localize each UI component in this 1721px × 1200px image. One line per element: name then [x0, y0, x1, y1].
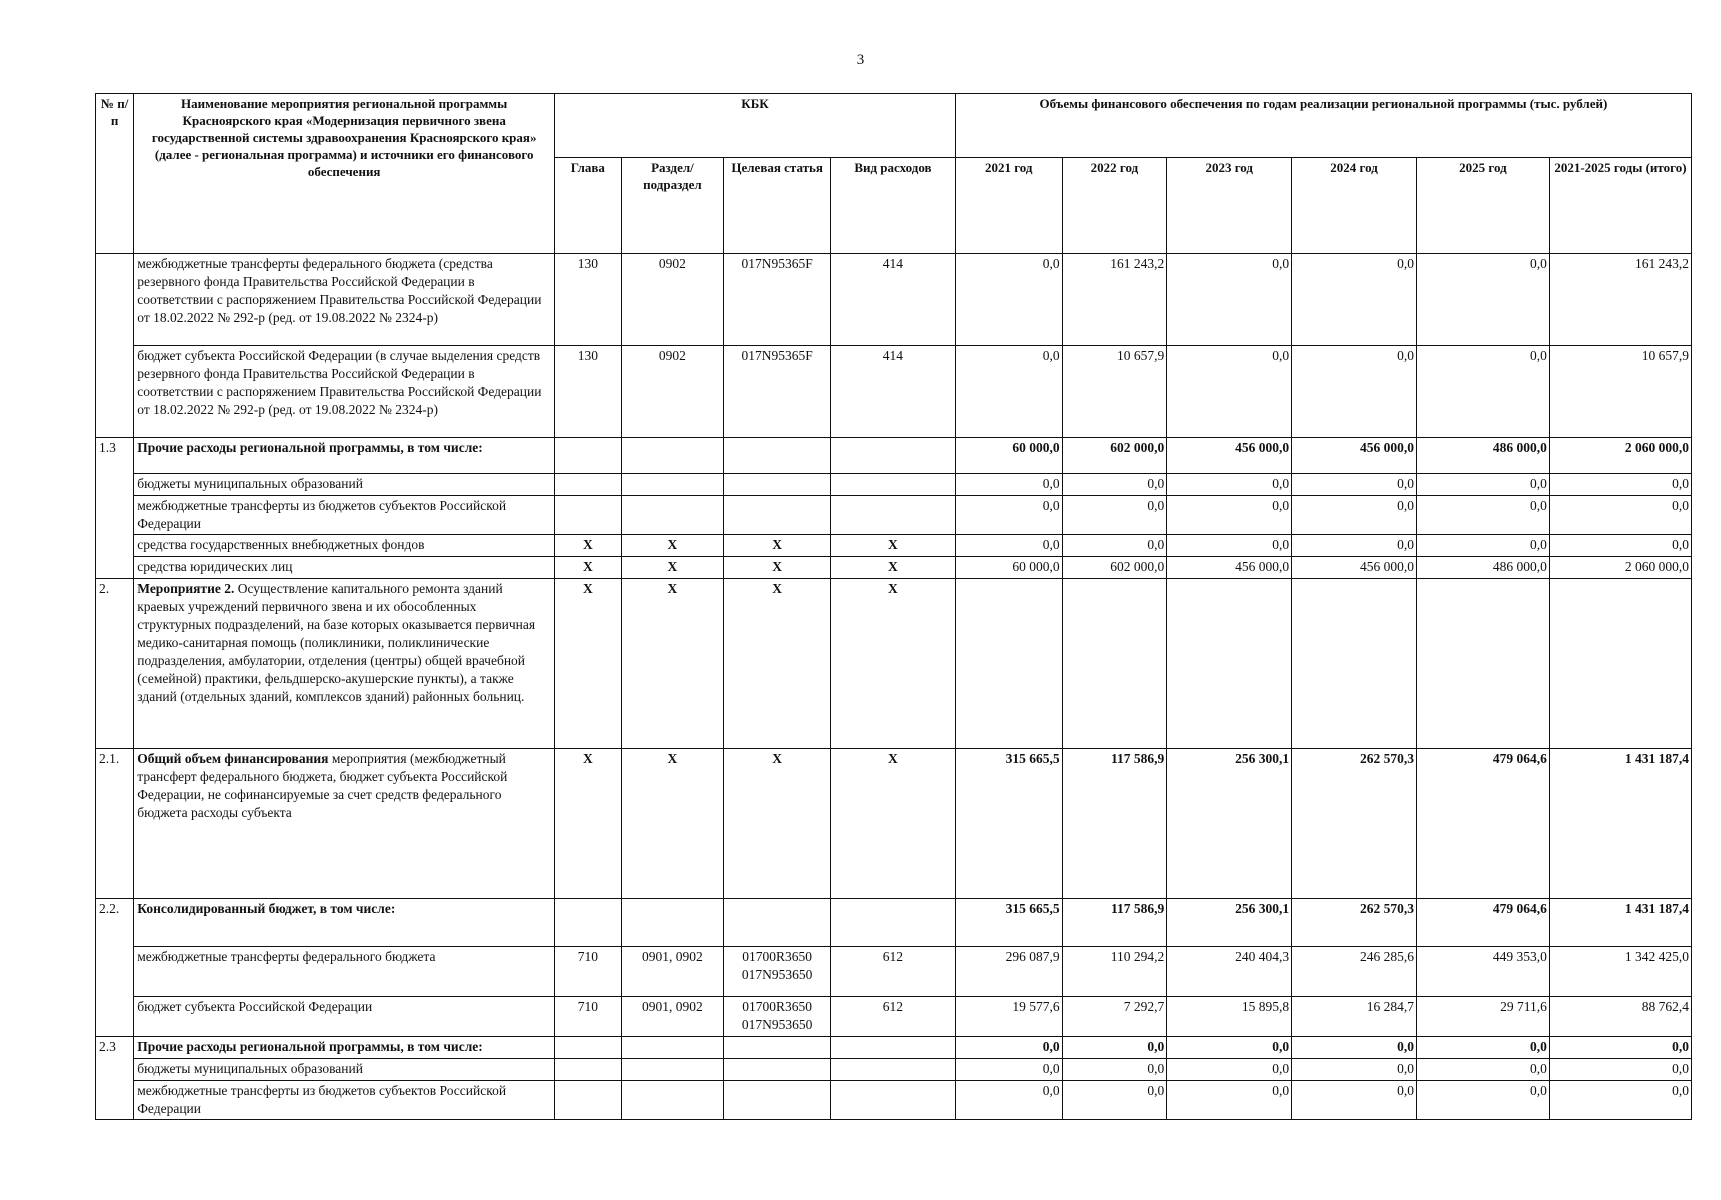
row-vid: X: [831, 535, 956, 557]
table-row: [96, 579, 1692, 749]
row-name: бюджеты муниципальных образований: [134, 474, 555, 496]
row-glava: [555, 899, 621, 947]
row-value-total: 2 060 000,0: [1549, 438, 1691, 474]
row-glava: 130: [555, 254, 621, 346]
table-row: [96, 346, 1692, 438]
row-value-total: 2 060 000,0: [1549, 557, 1691, 579]
row-value-2021: 0,0: [955, 346, 1062, 438]
row-razdel: X: [621, 749, 724, 899]
row-value-2023: [1167, 579, 1292, 749]
row-statya: 01700R3650 017N953650: [724, 997, 831, 1037]
row-value-2021: 0,0: [955, 535, 1062, 557]
row-name: Прочие расходы региональной программы, в том числе:: [134, 438, 555, 474]
row-value-2021: 19 577,6: [955, 997, 1062, 1037]
row-name-text: Осуществление капитального ремонта зданий краевых учреждений первичного звена и их обособленных структурных подразделений, на базе которых оказывается первичная медико-санитарная помощь (поликлиники, поликлинические подразделения, амбулатории, отделения (центры) общей врачебной (семейной) практики, фельдшерско-акушерские пункты), а также зданий (отдельных зданий, комплексов зданий) районных больниц.: [137, 581, 536, 704]
row-value-2025: 0,0: [1416, 474, 1549, 496]
row-vid: [831, 1059, 956, 1081]
row-vid: 414: [831, 254, 956, 346]
row-value-2023: 456 000,0: [1167, 438, 1292, 474]
row-razdel: [621, 496, 724, 535]
row-value-2023: 0,0: [1167, 1037, 1292, 1059]
row-glava: X: [555, 579, 621, 749]
row-value-2021: 315 665,5: [955, 749, 1062, 899]
row-value-2025: 449 353,0: [1416, 947, 1549, 997]
row-value-total: 88 762,4: [1549, 997, 1691, 1037]
row-razdel: X: [621, 557, 724, 579]
row-statya: 01700R3650 017N953650: [724, 947, 831, 997]
row-value-2021: [955, 579, 1062, 749]
header-name: Наименование мероприятия региональной программы Красноярского края «Модернизация первичного звена государственной системы здравоохранения Красноярского края» (далее - региональная программа) и источники его финансового обеспечения: [134, 94, 555, 254]
table-row: [96, 899, 1692, 947]
row-statya: X: [724, 535, 831, 557]
row-glava: X: [555, 749, 621, 899]
row-value-2023: 15 895,8: [1167, 997, 1292, 1037]
row-vid: [831, 1081, 956, 1120]
row-value-2023: 0,0: [1167, 254, 1292, 346]
page-number: 3: [856, 52, 865, 68]
row-razdel: X: [621, 579, 724, 749]
row-no: [96, 346, 134, 438]
row-no: 2.3: [96, 1037, 134, 1059]
table-row: [96, 947, 1692, 997]
row-value-total: 0,0: [1549, 1037, 1691, 1059]
row-value-2022: 161 243,2: [1062, 254, 1167, 346]
financing-table: [95, 93, 1692, 1120]
row-statya: X: [724, 579, 831, 749]
row-value-2021: 60 000,0: [955, 557, 1062, 579]
row-value-2025: [1416, 579, 1549, 749]
row-value-2022: 10 657,9: [1062, 346, 1167, 438]
row-value-2021: 0,0: [955, 474, 1062, 496]
row-vid: [831, 899, 956, 947]
row-value-2021: 0,0: [955, 1081, 1062, 1120]
row-razdel: [621, 899, 724, 947]
row-value-2025: 0,0: [1416, 535, 1549, 557]
header-razdel: Раздел/ подраздел: [621, 158, 724, 254]
row-vid: 612: [831, 947, 956, 997]
row-razdel: [621, 438, 724, 474]
row-value-2023: 0,0: [1167, 535, 1292, 557]
table-row: [96, 474, 1692, 496]
row-no: [96, 496, 134, 535]
row-razdel: [621, 474, 724, 496]
row-name: межбюджетные трансферты из бюджетов субъектов Российской Федерации: [134, 1081, 555, 1120]
row-value-2022: 7 292,7: [1062, 997, 1167, 1037]
row-value-2023: 0,0: [1167, 474, 1292, 496]
table-row: [96, 749, 1692, 899]
table-row: [96, 1059, 1692, 1081]
row-name-text: мероприятия (межбюджетный трансферт федерального бюджета, бюджет субъекта Российской Федерации, не софинансируемые за счет средств федерального бюджета расходы субъекта: [137, 751, 508, 820]
row-glava: 710: [555, 947, 621, 997]
table-row: [96, 997, 1692, 1037]
row-value-total: 0,0: [1549, 474, 1691, 496]
row-value-total: [1549, 579, 1691, 749]
row-glava: [555, 438, 621, 474]
row-value-total: 161 243,2: [1549, 254, 1691, 346]
header-2024: 2024 год: [1292, 158, 1417, 254]
header-financing: Объемы финансового обеспечения по годам реализации региональной программы (тыс. рублей): [955, 94, 1691, 158]
row-name: средства государственных внебюджетных фондов: [134, 535, 555, 557]
header-statya: Целевая статья: [724, 158, 831, 254]
header-2023: 2023 год: [1167, 158, 1292, 254]
row-value-2022: 602 000,0: [1062, 557, 1167, 579]
row-value-2022: 0,0: [1062, 474, 1167, 496]
row-no: 2.: [96, 579, 134, 749]
row-no: 2.1.: [96, 749, 134, 899]
row-glava: X: [555, 535, 621, 557]
row-value-2022: 117 586,9: [1062, 899, 1167, 947]
row-name: Прочие расходы региональной программы, в том числе:: [134, 1037, 555, 1059]
row-vid: 414: [831, 346, 956, 438]
row-glava: [555, 1059, 621, 1081]
row-value-2024: 0,0: [1292, 474, 1417, 496]
header-total: 2021-2025 годы (итого): [1549, 158, 1691, 254]
row-value-total: 0,0: [1549, 535, 1691, 557]
row-value-2022: 117 586,9: [1062, 749, 1167, 899]
row-value-2022: 0,0: [1062, 1037, 1167, 1059]
row-value-2024: [1292, 579, 1417, 749]
row-value-2024: 262 570,3: [1292, 749, 1417, 899]
row-vid: [831, 1037, 956, 1059]
row-value-2022: 0,0: [1062, 1059, 1167, 1081]
row-value-2024: 456 000,0: [1292, 438, 1417, 474]
row-name-label: Общий объем финансирования: [137, 751, 329, 766]
header-2025: 2025 год: [1416, 158, 1549, 254]
row-razdel: 0901, 0902: [621, 947, 724, 997]
row-value-2025: 0,0: [1416, 1037, 1549, 1059]
row-value-2025: 0,0: [1416, 1059, 1549, 1081]
row-value-2025: 0,0: [1416, 346, 1549, 438]
row-statya: [724, 474, 831, 496]
table-row: [96, 1081, 1692, 1120]
row-value-2023: 0,0: [1167, 346, 1292, 438]
row-value-total: 10 657,9: [1549, 346, 1691, 438]
row-value-2025: 479 064,6: [1416, 899, 1549, 947]
row-value-2023: 240 404,3: [1167, 947, 1292, 997]
row-vid: 612: [831, 997, 956, 1037]
row-statya: X: [724, 557, 831, 579]
row-value-2021: 315 665,5: [955, 899, 1062, 947]
row-value-2025: 0,0: [1416, 254, 1549, 346]
row-value-2021: 0,0: [955, 1059, 1062, 1081]
row-value-2025: 29 711,6: [1416, 997, 1549, 1037]
row-glava: [555, 474, 621, 496]
row-value-2024: 0,0: [1292, 1037, 1417, 1059]
row-name: бюджет субъекта Российской Федерации (в случае выделения средств резервного фонда Правительства Российской Федерации в соответствии с распоряжением Правительства Российской Федерации от 18.02.2022 № 292-р (ред. от 19.08.2022 № 2324-р): [134, 346, 555, 438]
row-value-2024: 456 000,0: [1292, 557, 1417, 579]
row-no: 2.2.: [96, 899, 134, 947]
row-statya: [724, 1037, 831, 1059]
row-no: [96, 557, 134, 579]
row-vid: [831, 496, 956, 535]
row-value-2024: 0,0: [1292, 535, 1417, 557]
row-no: [96, 254, 134, 346]
row-value-2021: 296 087,9: [955, 947, 1062, 997]
row-name: бюджеты муниципальных образований: [134, 1059, 555, 1081]
row-no: [96, 1059, 134, 1081]
row-glava: [555, 1081, 621, 1120]
row-value-2022: 602 000,0: [1062, 438, 1167, 474]
table-row: [96, 1037, 1692, 1059]
row-value-total: 1 342 425,0: [1549, 947, 1691, 997]
row-name: Консолидированный бюджет, в том числе:: [134, 899, 555, 947]
table-row: [96, 438, 1692, 474]
table-row: [96, 496, 1692, 535]
row-no: 1.3: [96, 438, 134, 474]
row-glava: [555, 496, 621, 535]
row-value-total: 0,0: [1549, 496, 1691, 535]
row-statya: [724, 438, 831, 474]
table-row: [96, 535, 1692, 557]
row-name: средства юридических лиц: [134, 557, 555, 579]
row-vid: X: [831, 749, 956, 899]
row-razdel: 0901, 0902: [621, 997, 724, 1037]
row-name: [134, 749, 555, 899]
row-value-2021: 60 000,0: [955, 438, 1062, 474]
row-razdel: [621, 1059, 724, 1081]
row-name: бюджет субъекта Российской Федерации: [134, 997, 555, 1037]
row-statya: 017N95365F: [724, 346, 831, 438]
row-value-2023: 256 300,1: [1167, 749, 1292, 899]
row-value-2025: 486 000,0: [1416, 557, 1549, 579]
header-kbk: КБК: [555, 94, 956, 158]
row-value-2021: 0,0: [955, 254, 1062, 346]
row-value-2024: 0,0: [1292, 346, 1417, 438]
row-value-2025: 0,0: [1416, 496, 1549, 535]
row-value-2024: 0,0: [1292, 1059, 1417, 1081]
row-value-2024: 0,0: [1292, 496, 1417, 535]
row-name: [134, 579, 555, 749]
row-name: межбюджетные трансферты федерального бюджета: [134, 947, 555, 997]
row-value-2024: 246 285,6: [1292, 947, 1417, 997]
header-vid: Вид расходов: [831, 158, 956, 254]
row-razdel: X: [621, 535, 724, 557]
row-vid: [831, 474, 956, 496]
header-glava: Глава: [555, 158, 621, 254]
row-value-total: 1 431 187,4: [1549, 899, 1691, 947]
row-statya: [724, 899, 831, 947]
row-value-2022: 110 294,2: [1062, 947, 1167, 997]
row-razdel: [621, 1037, 724, 1059]
row-value-2023: 0,0: [1167, 1059, 1292, 1081]
row-value-total: 0,0: [1549, 1059, 1691, 1081]
row-name: межбюджетные трансферты федерального бюджета (средства резервного фонда Правительства Российской Федерации в соответствии с распоряжением Правительства Российской Федерации от 18.02.2022 № 292-р (ред. от 19.08.2022 № 2324-р): [134, 254, 555, 346]
header-2021: 2021 год: [955, 158, 1062, 254]
row-razdel: [621, 1081, 724, 1120]
row-value-2022: 0,0: [1062, 535, 1167, 557]
row-value-2023: 0,0: [1167, 1081, 1292, 1120]
row-statya: 017N95365F: [724, 254, 831, 346]
row-value-2024: 262 570,3: [1292, 899, 1417, 947]
row-name-label: Мероприятие 2.: [137, 581, 235, 596]
row-value-2023: 456 000,0: [1167, 557, 1292, 579]
row-vid: [831, 438, 956, 474]
row-statya: [724, 1059, 831, 1081]
row-value-2021: 0,0: [955, 1037, 1062, 1059]
row-value-2024: 16 284,7: [1292, 997, 1417, 1037]
row-no: [96, 1081, 134, 1120]
row-no: [96, 947, 134, 997]
header-no: № п/п: [96, 94, 134, 254]
row-no: [96, 997, 134, 1037]
row-value-2023: 0,0: [1167, 496, 1292, 535]
row-value-total: 1 431 187,4: [1549, 749, 1691, 899]
row-value-2025: 486 000,0: [1416, 438, 1549, 474]
row-statya: X: [724, 749, 831, 899]
row-value-2022: 0,0: [1062, 496, 1167, 535]
row-value-2023: 256 300,1: [1167, 899, 1292, 947]
row-name: межбюджетные трансферты из бюджетов субъектов Российской Федерации: [134, 496, 555, 535]
row-no: [96, 474, 134, 496]
row-no: [96, 535, 134, 557]
row-statya: [724, 1081, 831, 1120]
row-glava: [555, 1037, 621, 1059]
row-value-2021: 0,0: [955, 496, 1062, 535]
row-value-2022: [1062, 579, 1167, 749]
row-vid: X: [831, 557, 956, 579]
row-value-2024: 0,0: [1292, 1081, 1417, 1120]
row-value-total: 0,0: [1549, 1081, 1691, 1120]
table-row: [96, 254, 1692, 346]
row-vid: X: [831, 579, 956, 749]
table-row: [96, 557, 1692, 579]
row-glava: X: [555, 557, 621, 579]
row-value-2025: 0,0: [1416, 1081, 1549, 1120]
row-glava: 710: [555, 997, 621, 1037]
header-2022: 2022 год: [1062, 158, 1167, 254]
row-value-2025: 479 064,6: [1416, 749, 1549, 899]
row-statya: [724, 496, 831, 535]
row-value-2024: 0,0: [1292, 254, 1417, 346]
row-razdel: 0902: [621, 254, 724, 346]
row-razdel: 0902: [621, 346, 724, 438]
row-glava: 130: [555, 346, 621, 438]
row-value-2022: 0,0: [1062, 1081, 1167, 1120]
